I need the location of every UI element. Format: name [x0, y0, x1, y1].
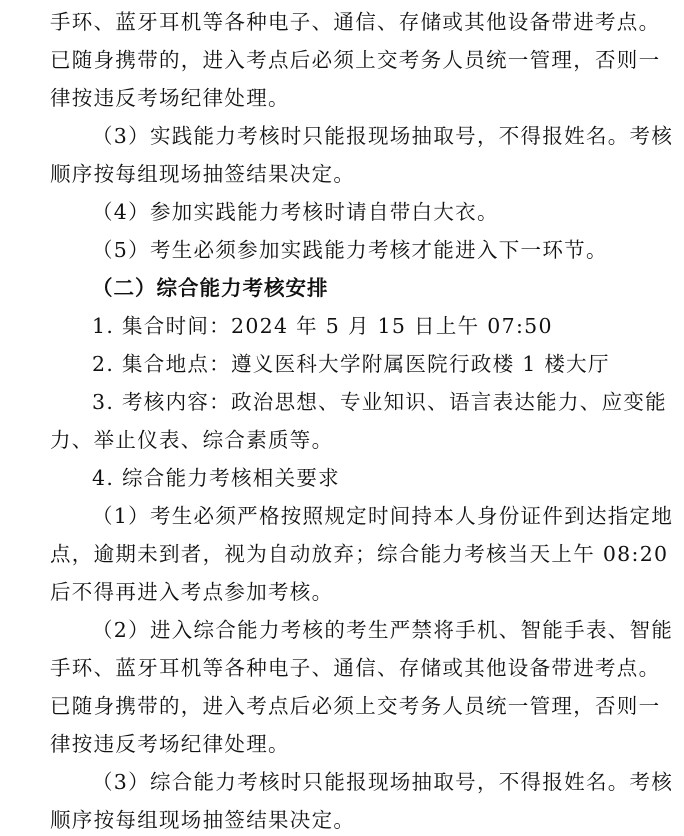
- paragraph-line: 2. 集合地点：遵义医科大学附属医院行政楼 1 楼大厅: [92, 352, 610, 376]
- paragraph-line: 律按违反考场纪律处理。: [50, 732, 290, 756]
- paragraph-line: （1）考生必须严格按照规定时间持本人身份证件到达指定地: [92, 504, 674, 528]
- paragraph-line: （4）参加实践能力考核时请自带白大衣。: [92, 200, 499, 224]
- paragraph-line: 1. 集合时间：2024 年 5 月 15 日上午 07:50: [92, 314, 553, 338]
- paragraph-line: 4. 综合能力考核相关要求: [92, 466, 340, 490]
- paragraph-line: 点，逾期未到者，视为自动放弃；综合能力考核当天上午 08:20: [50, 542, 669, 566]
- paragraph-line: 力、举止仪表、综合素质等。: [50, 428, 334, 452]
- paragraph-line: 已随身携带的，进入考点后必须上交考务人员统一管理，否则一: [50, 694, 661, 718]
- paragraph-line: 顺序按每组现场抽签结果决定。: [50, 808, 356, 832]
- paragraph-line: 顺序按每组现场抽签结果决定。: [50, 162, 356, 186]
- paragraph-line: （3）综合能力考核时只能报现场抽取号，不得报姓名。考核: [92, 770, 674, 794]
- paragraph-line: 手环、蓝牙耳机等各种电子、通信、存储或其他设备带进考点。: [50, 656, 661, 680]
- section-heading: （二）综合能力考核安排: [92, 276, 329, 300]
- paragraph-line: 3. 考核内容：政治思想、专业知识、语言表达能力、应变能: [92, 390, 667, 414]
- paragraph-line: （5）考生必须参加实践能力考核才能进入下一环节。: [92, 238, 608, 262]
- paragraph-line: 律按违反考场纪律处理。: [50, 86, 290, 110]
- paragraph-line: （2）进入综合能力考核的考生严禁将手机、智能手表、智能: [92, 618, 674, 642]
- paragraph-line: 已随身携带的，进入考点后必须上交考务人员统一管理，否则一: [50, 48, 661, 72]
- paragraph-line: （3）实践能力考核时只能报现场抽取号，不得报姓名。考核: [92, 124, 674, 148]
- paragraph-line: 手环、蓝牙耳机等各种电子、通信、存储或其他设备带进考点。: [50, 10, 661, 34]
- paragraph-line: 后不得再进入考点参加考核。: [50, 580, 334, 604]
